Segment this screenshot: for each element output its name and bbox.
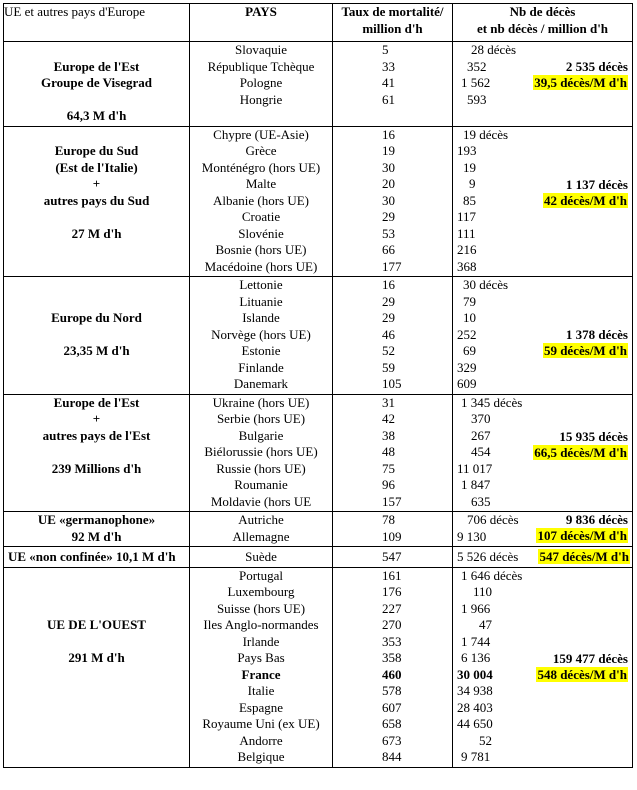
- deaths-list: 1 345 décès 370 267 454 11 017 1 847 635 15 935 décès 66,5 décès/M d'h: [453, 394, 633, 512]
- group-total: 159 477 décès: [552, 650, 628, 666]
- country-list: Chypre (UE-Asie) Grèce Monténégro (hors UE) Malte Albanie (hors UE) Croatie Slovénie Bosnie (hors UE) Macédoine (hors UE): [190, 126, 333, 277]
- group-label: Europe de l'Est + autres pays de l'Est 239 Millions d'h: [4, 394, 190, 512]
- mortality-table: [3, 3, 633, 768]
- header-region: UE et autres pays d'Europe: [4, 4, 190, 42]
- group-rate: 548 décès/M d'h: [537, 666, 627, 682]
- deaths-list: 1 646 décès 110 1 966 47 1 744 6 136 30 004 34 938 28 403 44 650 52 9 781 159 477 décès 548 décès/M d'h: [453, 567, 633, 767]
- group-rate: 42 décès/M d'h: [543, 192, 627, 208]
- group-sud: [4, 126, 633, 277]
- rate-list: 5 33 41 61: [333, 42, 453, 127]
- deaths-list: 706 décès 9 130 9 836 décès 107 décès/M d'h: [453, 512, 633, 547]
- group-total: 2 535 décès: [565, 59, 628, 74]
- header-taux: Taux de mortalité/ million d'h: [333, 4, 453, 42]
- rate-list: 16 19 30 20 30 29 53 66 177: [333, 126, 453, 277]
- header-pays: PAYS: [190, 4, 333, 42]
- group-rate: 39,5 décès/M d'h: [534, 75, 627, 90]
- deaths-list: 30 décès 79 10 252 69 329 609 1 378 décès 59 décès/M d'h: [453, 277, 633, 395]
- group-non-confinee: [4, 547, 633, 568]
- rate-list: 31 42 38 48 75 96 157: [333, 394, 453, 512]
- group-total: 1 378 décès: [565, 327, 628, 342]
- deaths-list: 5 526 décès 547 décès/M d'h: [453, 547, 633, 568]
- group-ouest: [4, 567, 633, 767]
- group-label: UE «non confinée» 10,1 M d'h: [4, 547, 190, 568]
- group-label: Europe de l'Est Groupe de Visegrad 64,3 M d'h: [4, 42, 190, 127]
- group-label: UE DE L'OUEST 291 M d'h: [4, 567, 190, 767]
- deaths-list: 19 décès 193 19 9 85 117 111 216 368 1 137 décès 42 décès/M d'h: [453, 126, 633, 277]
- group-germanophone: [4, 512, 633, 547]
- rate-list: 16 29 29 46 52 59 105: [333, 277, 453, 395]
- country-list: Autriche Allemagne: [190, 512, 333, 547]
- rate-list: 161 176 227 270 353 358 460 578 607 658 673 844: [333, 567, 453, 767]
- group-rate: 547 décès/M d'h: [539, 549, 629, 564]
- rate-list: 78 109: [333, 512, 453, 547]
- group-label: Europe du Nord 23,35 M d'h: [4, 277, 190, 395]
- group-est: [4, 394, 633, 512]
- group-label: UE «germanophone» 92 M d'h: [4, 512, 190, 547]
- group-visegrad: [4, 42, 633, 127]
- group-nord: [4, 277, 633, 395]
- rate-list: 547: [333, 547, 453, 568]
- group-total: 9 836 décès: [565, 512, 628, 527]
- group-total: 1 137 décès: [565, 176, 628, 192]
- group-label: Europe du Sud (Est de l'Italie) + autres pays du Sud 27 M d'h: [4, 126, 190, 277]
- mortality-table-page: [3, 3, 632, 768]
- group-rate: 107 décès/M d'h: [537, 528, 627, 543]
- header-deces: Nb de décès et nb décès / million d'h: [453, 4, 633, 42]
- deaths-list: 28 décès 352 1 562 593 2 535 décès 39,5 décès/M d'h: [453, 42, 633, 127]
- country-list: Portugal Luxembourg Suisse (hors UE) Iles Anglo-normandes Irlande Pays Bas France Italie Espagne Royaume Uni (ex UE) Andorre Belgique: [190, 567, 333, 767]
- country-list: Slovaquie République Tchèque Pologne Hongrie: [190, 42, 333, 127]
- group-rate: 59 décès/M d'h: [543, 343, 627, 358]
- country-list: Suède: [190, 547, 333, 568]
- country-list: Ukraine (hors UE) Serbie (hors UE) Bulgarie Biélorussie (hors UE) Russie (hors UE) Roumanie Moldavie (hors UE: [190, 394, 333, 512]
- group-total: 15 935 décès: [559, 428, 628, 444]
- country-list: Lettonie Lituanie Islande Norvège (hors UE) Estonie Finlande Danemark: [190, 277, 333, 395]
- group-rate: 66,5 décès/M d'h: [534, 444, 627, 460]
- header-row: [4, 4, 633, 42]
